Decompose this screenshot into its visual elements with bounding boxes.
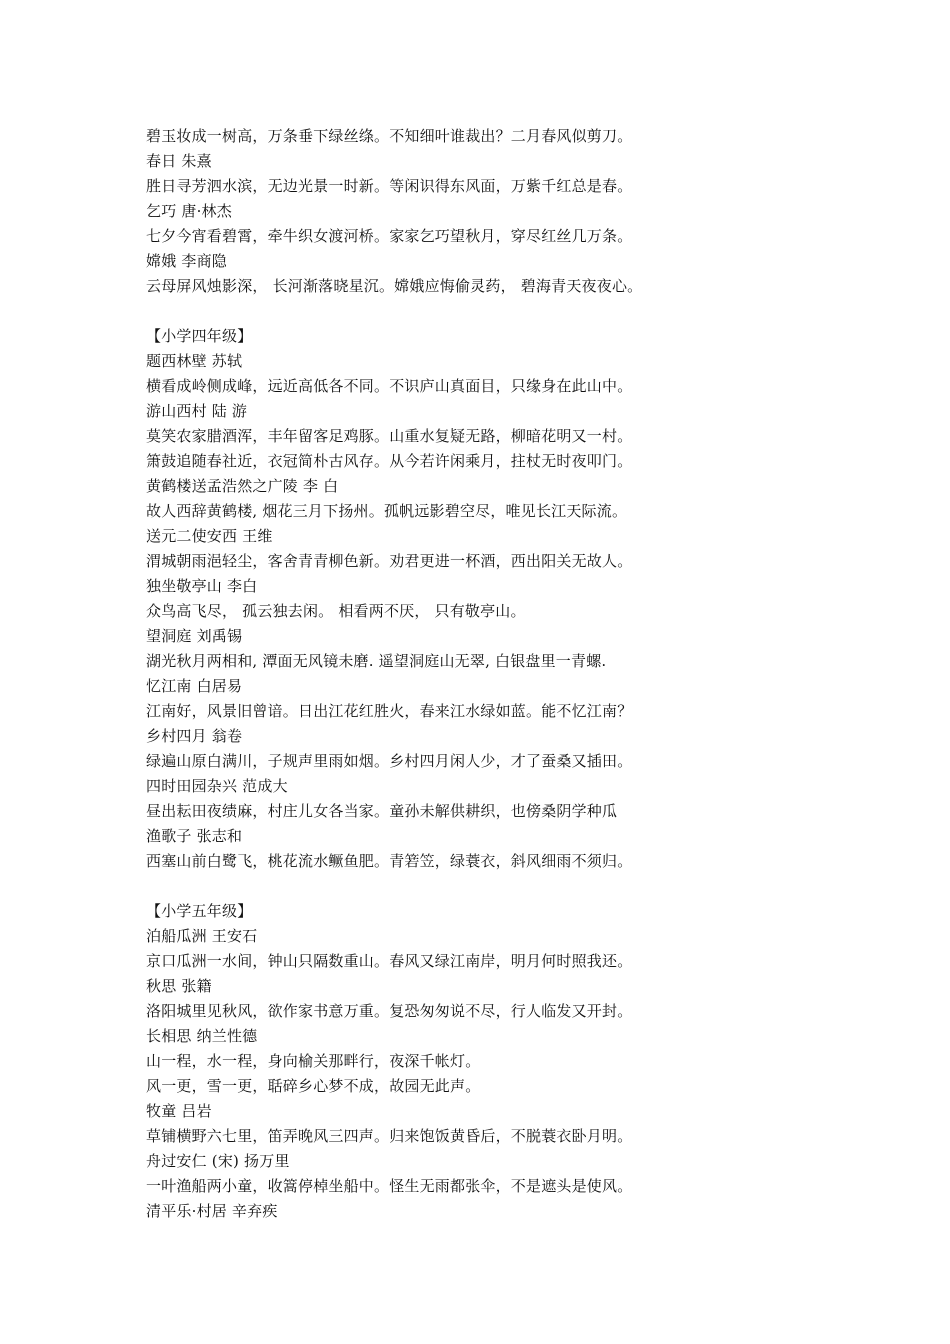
- poem-line: 横看成岭侧成峰，远近高低各不同。不识庐山真面目，只缘身在此山中。: [146, 377, 633, 395]
- poem-line: 江南好，风景旧曾谙。日出江花红胜火，春来江水绿如蓝。能不忆江南？: [146, 702, 633, 720]
- poem-line: 京口瓜洲一水间，钟山只隔数重山。春风又绿江南岸，明月何时照我还。: [146, 952, 633, 970]
- poem-line: 绿遍山原白满川，子规声里雨如烟。乡村四月闲人少，才了蚕桑又插田。: [146, 752, 633, 770]
- poem-line: 云母屏风烛影深， 长河渐落晓星沉。嫦娥应悔偷灵药， 碧海青天夜夜心。: [146, 277, 643, 295]
- poem-line: 众鸟高飞尽， 孤云独去闲。 相看两不厌， 只有敬亭山。: [146, 602, 526, 620]
- poem-line: 箫鼓追随春社近，衣冠简朴古风存。从今若许闲乘月，拄杖无时夜叩门。: [146, 452, 633, 470]
- poem-line: 莫笑农家腊酒浑，丰年留客足鸡豚。山重水复疑无路，柳暗花明又一村。: [146, 427, 633, 445]
- poem-line: 故人西辞黄鹤楼, 烟花三月下扬州。孤帆远影碧空尽，唯见长江天际流。: [146, 502, 628, 520]
- poem-line: 洛阳城里见秋风，欲作家书意万重。复恐匆匆说不尽，行人临发又开封。: [146, 1002, 633, 1020]
- poem-line: 碧玉妆成一树高，万条垂下绿丝绦。不知细叶谁裁出？二月春风似剪刀。: [146, 127, 633, 145]
- section-heading: 【小学四年级】: [146, 327, 253, 345]
- poem-title: 送元二使安西 王维: [146, 527, 273, 545]
- poem-line: 一叶渔船两小童，收篙停棹坐船中。怪生无雨都张伞，不是遮头是使风。: [146, 1177, 633, 1195]
- poem-line: 西塞山前白鹭飞，桃花流水鳜鱼肥。青箬笠，绿蓑衣，斜风细雨不须归。: [146, 852, 633, 870]
- blank-line: [146, 299, 866, 324]
- poem-line: 草铺横野六七里，笛弄晚风三四声。归来饱饭黄昏后，不脱蓑衣卧月明。: [146, 1127, 633, 1145]
- poem-title: 秋思 张籍: [146, 977, 212, 995]
- poem-title: 舟过安仁 (宋) 扬万里: [146, 1152, 290, 1170]
- poem-title: 乞巧 唐·林杰: [146, 202, 232, 220]
- poem-title: 长相思 纳兰性德: [146, 1027, 258, 1045]
- poem-line: 渭城朝雨浥轻尘，客舍青青柳色新。劝君更进一杯酒，西出阳关无故人。: [146, 552, 633, 570]
- poem-line: 山一程，水一程，身向榆关那畔行，夜深千帐灯。: [146, 1052, 481, 1070]
- poem-title: 泊船瓜洲 王安石: [146, 927, 258, 945]
- poem-line: 胜日寻芳泗水滨，无边光景一时新。等闲识得东风面，万紫千红总是春。: [146, 177, 633, 195]
- poem-line: 湖光秋月两相和, 潭面无风镜未磨. 遥望洞庭山无翠, 白银盘里一青螺.: [146, 652, 607, 670]
- poem-title: 题西林壁 苏轼: [146, 352, 243, 370]
- poem-title: 嫦娥 李商隐: [146, 252, 227, 270]
- section-heading: 【小学五年级】: [146, 902, 253, 920]
- poem-line: 风一更，雪一更，聒碎乡心梦不成，故园无此声。: [146, 1077, 481, 1095]
- poem-title: 黄鹤楼送孟浩然之广陵 李 白: [146, 477, 339, 495]
- poem-line: 七夕今宵看碧霄，牵牛织女渡河桥。家家乞巧望秋月，穿尽红丝几万条。: [146, 227, 633, 245]
- poem-line: 昼出耘田夜绩麻，村庄儿女各当家。童孙未解供耕织，也傍桑阴学种瓜: [146, 802, 618, 820]
- blank-line: [146, 874, 866, 899]
- document-body: [146, 124, 866, 1224]
- poem-title: 清平乐·村居 辛弃疾: [146, 1202, 278, 1220]
- poem-title: 望洞庭 刘禹锡: [146, 627, 243, 645]
- poem-title: 忆江南 白居易: [146, 677, 243, 695]
- poem-title: 牧童 吕岩: [146, 1102, 212, 1120]
- poem-title: 游山西村 陆 游: [146, 402, 248, 420]
- poem-title: 渔歌子 张志和: [146, 827, 243, 845]
- poem-title: 春日 朱熹: [146, 152, 212, 170]
- poem-title: 四时田园杂兴 范成大: [146, 777, 288, 795]
- poem-title: 乡村四月 翁卷: [146, 727, 243, 745]
- poem-title: 独坐敬亭山 李白: [146, 577, 258, 595]
